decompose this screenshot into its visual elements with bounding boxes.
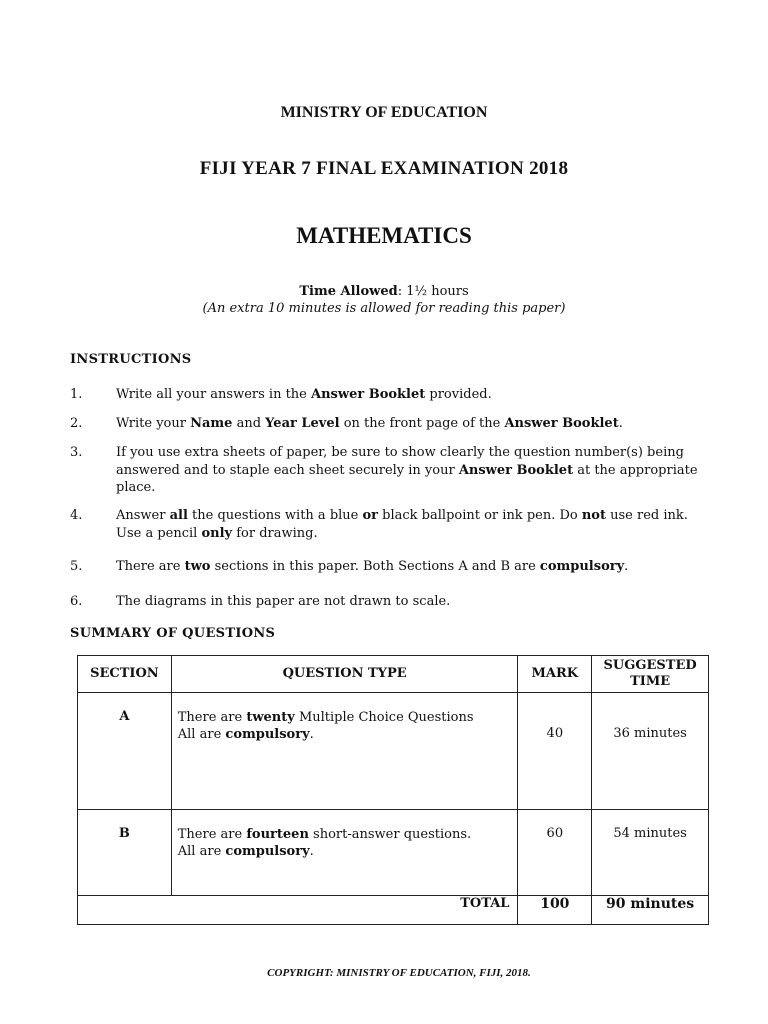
- section-cell: B: [78, 810, 172, 896]
- column-header-section: SECTION: [78, 656, 172, 693]
- instruction-text: Answer all the questions with a blue or black ballpoint or ink pen. Do not use red ink. Use a pencil only for drawing.: [116, 508, 688, 541]
- total-label: TOTAL: [78, 896, 518, 925]
- table-row: [78, 693, 709, 810]
- copyright-footer: COPYRIGHT: MINISTRY OF EDUCATION, FIJI, 2018.: [267, 967, 531, 979]
- instruction-text: If you use extra sheets of paper, be sure to show clearly the question number(s) being answered and to staple each sheet securely in your Answer Booklet at the appropriate place.: [116, 445, 698, 495]
- instruction-text: Write your Name and Year Level on the front page of the Answer Booklet.: [116, 416, 623, 431]
- section-cell: A: [78, 693, 172, 810]
- table-header-row: [78, 656, 709, 693]
- question-type-cell: There are fourteen short-answer questions. All are compulsory.: [171, 810, 518, 896]
- time-allowed: [0, 284, 768, 299]
- column-header-question-type: QUESTION TYPE: [171, 656, 518, 693]
- instruction-text: Write all your answers in the Answer Booklet provided.: [116, 387, 492, 402]
- instruction-text: The diagrams in this paper are not drawn to scale.: [116, 594, 451, 609]
- instruction-number: 3.: [70, 445, 83, 460]
- summary-table: [77, 655, 709, 925]
- instruction-number: 1.: [70, 387, 83, 402]
- instruction-text: There are two sections in this paper. Both Sections A and B are compulsory.: [116, 559, 629, 574]
- table-row: [78, 810, 709, 896]
- time-cell: 36 minutes: [592, 693, 709, 810]
- instruction-number: 4.: [70, 508, 83, 523]
- instruction-number: 2.: [70, 416, 83, 431]
- column-header-suggested-time: SUGGESTED TIME: [592, 656, 709, 693]
- instruction-number: 5.: [70, 559, 83, 574]
- mark-cell: 40: [518, 693, 592, 810]
- time-cell: 54 minutes: [592, 810, 709, 896]
- time-allowed-value: : 1½ hours: [397, 284, 469, 299]
- table-total-row: [78, 896, 709, 925]
- subject-title: MATHEMATICS: [296, 223, 472, 248]
- instructions-heading: INSTRUCTIONS: [70, 352, 192, 367]
- ministry-heading: MINISTRY OF EDUCATION: [280, 104, 488, 121]
- question-type-cell: There are twenty Multiple Choice Questions All are compulsory.: [171, 693, 518, 810]
- exam-title: FIJI YEAR 7 FINAL EXAMINATION 2018: [199, 158, 569, 179]
- total-mark: 100: [518, 896, 592, 925]
- instruction-number: 6.: [70, 594, 83, 609]
- reading-note: (An extra 10 minutes is allowed for reading this paper): [202, 301, 566, 316]
- total-time: 90 minutes: [592, 896, 709, 925]
- column-header-mark: MARK: [518, 656, 592, 693]
- summary-heading: SUMMARY OF QUESTIONS: [70, 626, 276, 641]
- mark-cell: 60: [518, 810, 592, 896]
- time-allowed-label: Time Allowed: [299, 284, 398, 299]
